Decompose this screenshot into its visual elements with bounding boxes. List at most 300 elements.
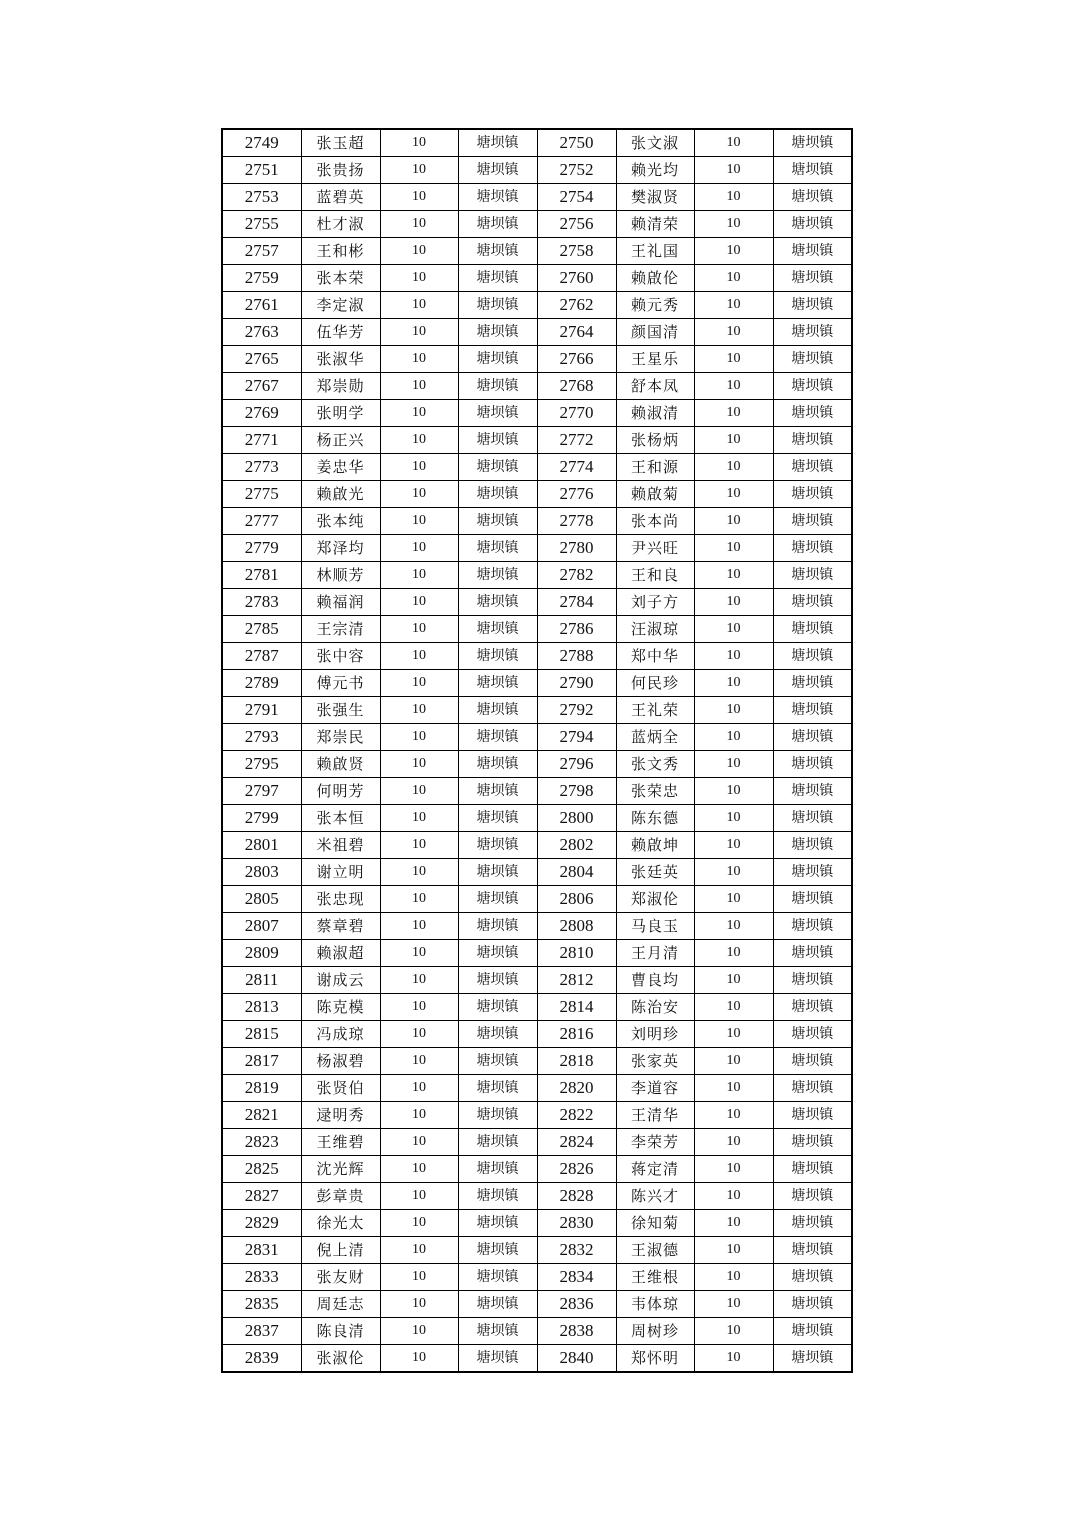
amount-cell: 10 bbox=[694, 994, 773, 1021]
town-cell: 塘坝镇 bbox=[773, 346, 852, 373]
amount-cell: 10 bbox=[694, 481, 773, 508]
name-cell: 李定淑 bbox=[301, 292, 380, 319]
name-cell: 傅元书 bbox=[301, 670, 380, 697]
serial-number-cell: 2772 bbox=[537, 427, 616, 454]
name-cell: 赖啟伦 bbox=[616, 265, 694, 292]
serial-number-cell: 2781 bbox=[222, 562, 301, 589]
serial-number-cell: 2826 bbox=[537, 1156, 616, 1183]
table-body bbox=[222, 129, 852, 1372]
table-row bbox=[222, 1345, 852, 1373]
town-cell: 塘坝镇 bbox=[773, 805, 852, 832]
name-cell: 郑崇勋 bbox=[301, 373, 380, 400]
table-row bbox=[222, 940, 852, 967]
town-cell: 塘坝镇 bbox=[458, 1345, 537, 1373]
amount-cell: 10 bbox=[380, 940, 458, 967]
name-cell: 王维根 bbox=[616, 1264, 694, 1291]
serial-number-cell: 2829 bbox=[222, 1210, 301, 1237]
name-cell: 赖淑超 bbox=[301, 940, 380, 967]
town-cell: 塘坝镇 bbox=[458, 1237, 537, 1264]
table-row bbox=[222, 670, 852, 697]
town-cell: 塘坝镇 bbox=[773, 184, 852, 211]
town-cell: 塘坝镇 bbox=[458, 508, 537, 535]
name-cell: 陈兴才 bbox=[616, 1183, 694, 1210]
table-row bbox=[222, 265, 852, 292]
serial-number-cell: 2837 bbox=[222, 1318, 301, 1345]
serial-number-cell: 2778 bbox=[537, 508, 616, 535]
serial-number-cell: 2806 bbox=[537, 886, 616, 913]
town-cell: 塘坝镇 bbox=[458, 129, 537, 157]
amount-cell: 10 bbox=[694, 319, 773, 346]
table-row bbox=[222, 832, 852, 859]
town-cell: 塘坝镇 bbox=[773, 697, 852, 724]
name-cell: 蓝碧英 bbox=[301, 184, 380, 211]
amount-cell: 10 bbox=[380, 1183, 458, 1210]
serial-number-cell: 2801 bbox=[222, 832, 301, 859]
town-cell: 塘坝镇 bbox=[458, 238, 537, 265]
serial-number-cell: 2750 bbox=[537, 129, 616, 157]
town-cell: 塘坝镇 bbox=[773, 1183, 852, 1210]
town-cell: 塘坝镇 bbox=[458, 886, 537, 913]
town-cell: 塘坝镇 bbox=[773, 1291, 852, 1318]
table-row bbox=[222, 1318, 852, 1345]
town-cell: 塘坝镇 bbox=[773, 265, 852, 292]
town-cell: 塘坝镇 bbox=[458, 211, 537, 238]
town-cell: 塘坝镇 bbox=[458, 1183, 537, 1210]
town-cell: 塘坝镇 bbox=[773, 1264, 852, 1291]
name-cell: 倪上清 bbox=[301, 1237, 380, 1264]
name-cell: 王淑德 bbox=[616, 1237, 694, 1264]
name-cell: 张家英 bbox=[616, 1048, 694, 1075]
serial-number-cell: 2798 bbox=[537, 778, 616, 805]
amount-cell: 10 bbox=[380, 643, 458, 670]
town-cell: 塘坝镇 bbox=[458, 724, 537, 751]
amount-cell: 10 bbox=[694, 616, 773, 643]
serial-number-cell: 2753 bbox=[222, 184, 301, 211]
town-cell: 塘坝镇 bbox=[773, 1237, 852, 1264]
amount-cell: 10 bbox=[694, 1210, 773, 1237]
table-row bbox=[222, 1210, 852, 1237]
serial-number-cell: 2776 bbox=[537, 481, 616, 508]
serial-number-cell: 2818 bbox=[537, 1048, 616, 1075]
name-cell: 陈良清 bbox=[301, 1318, 380, 1345]
serial-number-cell: 2756 bbox=[537, 211, 616, 238]
town-cell: 塘坝镇 bbox=[458, 265, 537, 292]
town-cell: 塘坝镇 bbox=[773, 940, 852, 967]
serial-number-cell: 2821 bbox=[222, 1102, 301, 1129]
serial-number-cell: 2752 bbox=[537, 157, 616, 184]
town-cell: 塘坝镇 bbox=[458, 1318, 537, 1345]
town-cell: 塘坝镇 bbox=[458, 346, 537, 373]
table-row bbox=[222, 481, 852, 508]
name-cell: 米祖碧 bbox=[301, 832, 380, 859]
name-cell: 张强生 bbox=[301, 697, 380, 724]
serial-number-cell: 2824 bbox=[537, 1129, 616, 1156]
name-cell: 郑崇民 bbox=[301, 724, 380, 751]
name-cell: 赖光均 bbox=[616, 157, 694, 184]
town-cell: 塘坝镇 bbox=[458, 616, 537, 643]
table-row bbox=[222, 1129, 852, 1156]
table-row bbox=[222, 805, 852, 832]
amount-cell: 10 bbox=[694, 805, 773, 832]
serial-number-cell: 2785 bbox=[222, 616, 301, 643]
name-cell: 王清华 bbox=[616, 1102, 694, 1129]
amount-cell: 10 bbox=[694, 859, 773, 886]
town-cell: 塘坝镇 bbox=[458, 1264, 537, 1291]
serial-number-cell: 2784 bbox=[537, 589, 616, 616]
amount-cell: 10 bbox=[694, 1021, 773, 1048]
serial-number-cell: 2759 bbox=[222, 265, 301, 292]
amount-cell: 10 bbox=[694, 184, 773, 211]
name-cell: 尹兴旺 bbox=[616, 535, 694, 562]
town-cell: 塘坝镇 bbox=[458, 1291, 537, 1318]
town-cell: 塘坝镇 bbox=[773, 373, 852, 400]
amount-cell: 10 bbox=[694, 265, 773, 292]
name-cell: 郑淑伦 bbox=[616, 886, 694, 913]
amount-cell: 10 bbox=[380, 1291, 458, 1318]
name-cell: 蓝炳全 bbox=[616, 724, 694, 751]
town-cell: 塘坝镇 bbox=[458, 481, 537, 508]
town-cell: 塘坝镇 bbox=[458, 319, 537, 346]
serial-number-cell: 2774 bbox=[537, 454, 616, 481]
serial-number-cell: 2830 bbox=[537, 1210, 616, 1237]
name-cell: 杨淑碧 bbox=[301, 1048, 380, 1075]
serial-number-cell: 2790 bbox=[537, 670, 616, 697]
name-cell: 汪淑琼 bbox=[616, 616, 694, 643]
amount-cell: 10 bbox=[694, 562, 773, 589]
name-cell: 彭章贵 bbox=[301, 1183, 380, 1210]
serial-number-cell: 2817 bbox=[222, 1048, 301, 1075]
town-cell: 塘坝镇 bbox=[773, 400, 852, 427]
serial-number-cell: 2811 bbox=[222, 967, 301, 994]
amount-cell: 10 bbox=[694, 967, 773, 994]
name-cell: 赖啟坤 bbox=[616, 832, 694, 859]
name-cell: 徐光太 bbox=[301, 1210, 380, 1237]
name-cell: 沈光辉 bbox=[301, 1156, 380, 1183]
amount-cell: 10 bbox=[380, 616, 458, 643]
town-cell: 塘坝镇 bbox=[773, 1048, 852, 1075]
name-cell: 张忠现 bbox=[301, 886, 380, 913]
amount-cell: 10 bbox=[694, 373, 773, 400]
table-row bbox=[222, 859, 852, 886]
serial-number-cell: 2765 bbox=[222, 346, 301, 373]
amount-cell: 10 bbox=[380, 157, 458, 184]
amount-cell: 10 bbox=[380, 1318, 458, 1345]
amount-cell: 10 bbox=[694, 1264, 773, 1291]
name-cell: 蒋定清 bbox=[616, 1156, 694, 1183]
table-row bbox=[222, 562, 852, 589]
name-cell: 杨正兴 bbox=[301, 427, 380, 454]
amount-cell: 10 bbox=[380, 238, 458, 265]
table-row bbox=[222, 346, 852, 373]
table-row bbox=[222, 184, 852, 211]
table-row bbox=[222, 1075, 852, 1102]
serial-number-cell: 2770 bbox=[537, 400, 616, 427]
name-cell: 周树珍 bbox=[616, 1318, 694, 1345]
table-row bbox=[222, 994, 852, 1021]
serial-number-cell: 2782 bbox=[537, 562, 616, 589]
amount-cell: 10 bbox=[380, 670, 458, 697]
table-row bbox=[222, 1183, 852, 1210]
amount-cell: 10 bbox=[694, 697, 773, 724]
serial-number-cell: 2805 bbox=[222, 886, 301, 913]
amount-cell: 10 bbox=[380, 373, 458, 400]
serial-number-cell: 2783 bbox=[222, 589, 301, 616]
amount-cell: 10 bbox=[380, 129, 458, 157]
amount-cell: 10 bbox=[380, 913, 458, 940]
table-row bbox=[222, 319, 852, 346]
name-cell: 陈克模 bbox=[301, 994, 380, 1021]
serial-number-cell: 2773 bbox=[222, 454, 301, 481]
town-cell: 塘坝镇 bbox=[458, 157, 537, 184]
name-cell: 马良玉 bbox=[616, 913, 694, 940]
town-cell: 塘坝镇 bbox=[458, 184, 537, 211]
serial-number-cell: 2799 bbox=[222, 805, 301, 832]
name-cell: 樊淑贤 bbox=[616, 184, 694, 211]
amount-cell: 10 bbox=[694, 1129, 773, 1156]
table-row bbox=[222, 211, 852, 238]
serial-number-cell: 2796 bbox=[537, 751, 616, 778]
name-cell: 张本纯 bbox=[301, 508, 380, 535]
amount-cell: 10 bbox=[694, 940, 773, 967]
serial-number-cell: 2833 bbox=[222, 1264, 301, 1291]
amount-cell: 10 bbox=[380, 1048, 458, 1075]
serial-number-cell: 2749 bbox=[222, 129, 301, 157]
name-cell: 张本尚 bbox=[616, 508, 694, 535]
town-cell: 塘坝镇 bbox=[773, 157, 852, 184]
amount-cell: 10 bbox=[694, 643, 773, 670]
amount-cell: 10 bbox=[380, 886, 458, 913]
serial-number-cell: 2815 bbox=[222, 1021, 301, 1048]
town-cell: 塘坝镇 bbox=[773, 859, 852, 886]
amount-cell: 10 bbox=[380, 346, 458, 373]
name-cell: 张明学 bbox=[301, 400, 380, 427]
town-cell: 塘坝镇 bbox=[773, 1156, 852, 1183]
serial-number-cell: 2838 bbox=[537, 1318, 616, 1345]
name-cell: 伍华芳 bbox=[301, 319, 380, 346]
table-row bbox=[222, 1048, 852, 1075]
town-cell: 塘坝镇 bbox=[458, 805, 537, 832]
table-row bbox=[222, 129, 852, 157]
town-cell: 塘坝镇 bbox=[773, 319, 852, 346]
amount-cell: 10 bbox=[380, 697, 458, 724]
serial-number-cell: 2757 bbox=[222, 238, 301, 265]
name-cell: 冯成琼 bbox=[301, 1021, 380, 1048]
amount-cell: 10 bbox=[694, 157, 773, 184]
town-cell: 塘坝镇 bbox=[458, 1156, 537, 1183]
name-cell: 王和彬 bbox=[301, 238, 380, 265]
amount-cell: 10 bbox=[380, 751, 458, 778]
name-cell: 王礼国 bbox=[616, 238, 694, 265]
table-row bbox=[222, 1237, 852, 1264]
town-cell: 塘坝镇 bbox=[773, 427, 852, 454]
name-cell: 王和源 bbox=[616, 454, 694, 481]
town-cell: 塘坝镇 bbox=[458, 967, 537, 994]
amount-cell: 10 bbox=[380, 481, 458, 508]
name-cell: 张文秀 bbox=[616, 751, 694, 778]
amount-cell: 10 bbox=[380, 1129, 458, 1156]
town-cell: 塘坝镇 bbox=[773, 616, 852, 643]
town-cell: 塘坝镇 bbox=[458, 940, 537, 967]
town-cell: 塘坝镇 bbox=[773, 778, 852, 805]
town-cell: 塘坝镇 bbox=[458, 670, 537, 697]
serial-number-cell: 2804 bbox=[537, 859, 616, 886]
serial-number-cell: 2780 bbox=[537, 535, 616, 562]
name-cell: 张荣忠 bbox=[616, 778, 694, 805]
serial-number-cell: 2786 bbox=[537, 616, 616, 643]
serial-number-cell: 2814 bbox=[537, 994, 616, 1021]
serial-number-cell: 2820 bbox=[537, 1075, 616, 1102]
serial-number-cell: 2789 bbox=[222, 670, 301, 697]
table-row bbox=[222, 427, 852, 454]
table-row bbox=[222, 724, 852, 751]
name-cell: 赖福润 bbox=[301, 589, 380, 616]
amount-cell: 10 bbox=[380, 508, 458, 535]
name-cell: 王宗清 bbox=[301, 616, 380, 643]
serial-number-cell: 2762 bbox=[537, 292, 616, 319]
town-cell: 塘坝镇 bbox=[773, 1021, 852, 1048]
town-cell: 塘坝镇 bbox=[458, 697, 537, 724]
serial-number-cell: 2760 bbox=[537, 265, 616, 292]
table-row bbox=[222, 157, 852, 184]
amount-cell: 10 bbox=[380, 1264, 458, 1291]
serial-number-cell: 2754 bbox=[537, 184, 616, 211]
name-cell: 周廷志 bbox=[301, 1291, 380, 1318]
serial-number-cell: 2771 bbox=[222, 427, 301, 454]
town-cell: 塘坝镇 bbox=[773, 967, 852, 994]
name-cell: 郑中华 bbox=[616, 643, 694, 670]
table-row bbox=[222, 1264, 852, 1291]
name-cell: 韦体琼 bbox=[616, 1291, 694, 1318]
table-row bbox=[222, 751, 852, 778]
serial-number-cell: 2769 bbox=[222, 400, 301, 427]
serial-number-cell: 2779 bbox=[222, 535, 301, 562]
name-cell: 王月清 bbox=[616, 940, 694, 967]
name-cell: 赖淑清 bbox=[616, 400, 694, 427]
table-row bbox=[222, 535, 852, 562]
name-cell: 赖啟菊 bbox=[616, 481, 694, 508]
table-row bbox=[222, 1021, 852, 1048]
amount-cell: 10 bbox=[694, 1048, 773, 1075]
town-cell: 塘坝镇 bbox=[773, 129, 852, 157]
amount-cell: 10 bbox=[694, 1237, 773, 1264]
name-cell: 颜国清 bbox=[616, 319, 694, 346]
amount-cell: 10 bbox=[694, 1183, 773, 1210]
name-cell: 逯明秀 bbox=[301, 1102, 380, 1129]
amount-cell: 10 bbox=[380, 724, 458, 751]
town-cell: 塘坝镇 bbox=[773, 589, 852, 616]
town-cell: 塘坝镇 bbox=[773, 454, 852, 481]
serial-number-cell: 2840 bbox=[537, 1345, 616, 1373]
town-cell: 塘坝镇 bbox=[773, 913, 852, 940]
table-row bbox=[222, 913, 852, 940]
town-cell: 塘坝镇 bbox=[458, 292, 537, 319]
amount-cell: 10 bbox=[380, 1237, 458, 1264]
amount-cell: 10 bbox=[380, 265, 458, 292]
town-cell: 塘坝镇 bbox=[773, 562, 852, 589]
name-cell: 陈东德 bbox=[616, 805, 694, 832]
serial-number-cell: 2803 bbox=[222, 859, 301, 886]
town-cell: 塘坝镇 bbox=[458, 859, 537, 886]
serial-number-cell: 2808 bbox=[537, 913, 616, 940]
serial-number-cell: 2812 bbox=[537, 967, 616, 994]
amount-cell: 10 bbox=[694, 751, 773, 778]
amount-cell: 10 bbox=[694, 535, 773, 562]
name-cell: 谢成云 bbox=[301, 967, 380, 994]
town-cell: 塘坝镇 bbox=[458, 643, 537, 670]
table-row bbox=[222, 1291, 852, 1318]
name-cell: 刘明珍 bbox=[616, 1021, 694, 1048]
table-row bbox=[222, 454, 852, 481]
town-cell: 塘坝镇 bbox=[458, 454, 537, 481]
amount-cell: 10 bbox=[694, 238, 773, 265]
town-cell: 塘坝镇 bbox=[773, 1318, 852, 1345]
amount-cell: 10 bbox=[380, 805, 458, 832]
town-cell: 塘坝镇 bbox=[458, 373, 537, 400]
amount-cell: 10 bbox=[380, 1021, 458, 1048]
name-cell: 赖啟光 bbox=[301, 481, 380, 508]
town-cell: 塘坝镇 bbox=[458, 1021, 537, 1048]
town-cell: 塘坝镇 bbox=[773, 508, 852, 535]
town-cell: 塘坝镇 bbox=[773, 994, 852, 1021]
town-cell: 塘坝镇 bbox=[458, 589, 537, 616]
amount-cell: 10 bbox=[694, 427, 773, 454]
serial-number-cell: 2775 bbox=[222, 481, 301, 508]
amount-cell: 10 bbox=[694, 778, 773, 805]
table-row bbox=[222, 778, 852, 805]
amount-cell: 10 bbox=[694, 589, 773, 616]
serial-number-cell: 2802 bbox=[537, 832, 616, 859]
amount-cell: 10 bbox=[380, 1210, 458, 1237]
amount-cell: 10 bbox=[380, 319, 458, 346]
amount-cell: 10 bbox=[380, 184, 458, 211]
town-cell: 塘坝镇 bbox=[458, 1129, 537, 1156]
town-cell: 塘坝镇 bbox=[773, 535, 852, 562]
name-cell: 林顺芳 bbox=[301, 562, 380, 589]
serial-number-cell: 2788 bbox=[537, 643, 616, 670]
name-cell: 张文淑 bbox=[616, 129, 694, 157]
town-cell: 塘坝镇 bbox=[458, 1075, 537, 1102]
serial-number-cell: 2836 bbox=[537, 1291, 616, 1318]
town-cell: 塘坝镇 bbox=[773, 211, 852, 238]
amount-cell: 10 bbox=[694, 724, 773, 751]
amount-cell: 10 bbox=[380, 562, 458, 589]
serial-number-cell: 2791 bbox=[222, 697, 301, 724]
town-cell: 塘坝镇 bbox=[458, 427, 537, 454]
serial-number-cell: 2758 bbox=[537, 238, 616, 265]
town-cell: 塘坝镇 bbox=[773, 724, 852, 751]
serial-number-cell: 2825 bbox=[222, 1156, 301, 1183]
amount-cell: 10 bbox=[380, 400, 458, 427]
serial-number-cell: 2835 bbox=[222, 1291, 301, 1318]
amount-cell: 10 bbox=[380, 1075, 458, 1102]
town-cell: 塘坝镇 bbox=[458, 832, 537, 859]
amount-cell: 10 bbox=[380, 1102, 458, 1129]
name-cell: 张本恒 bbox=[301, 805, 380, 832]
name-cell: 王和良 bbox=[616, 562, 694, 589]
serial-number-cell: 2822 bbox=[537, 1102, 616, 1129]
amount-cell: 10 bbox=[380, 535, 458, 562]
town-cell: 塘坝镇 bbox=[773, 1075, 852, 1102]
name-cell: 郑泽均 bbox=[301, 535, 380, 562]
serial-number-cell: 2809 bbox=[222, 940, 301, 967]
table-row bbox=[222, 967, 852, 994]
town-cell: 塘坝镇 bbox=[458, 994, 537, 1021]
amount-cell: 10 bbox=[380, 589, 458, 616]
table-row bbox=[222, 400, 852, 427]
serial-number-cell: 2794 bbox=[537, 724, 616, 751]
name-cell: 赖啟贤 bbox=[301, 751, 380, 778]
name-cell: 张杨炳 bbox=[616, 427, 694, 454]
